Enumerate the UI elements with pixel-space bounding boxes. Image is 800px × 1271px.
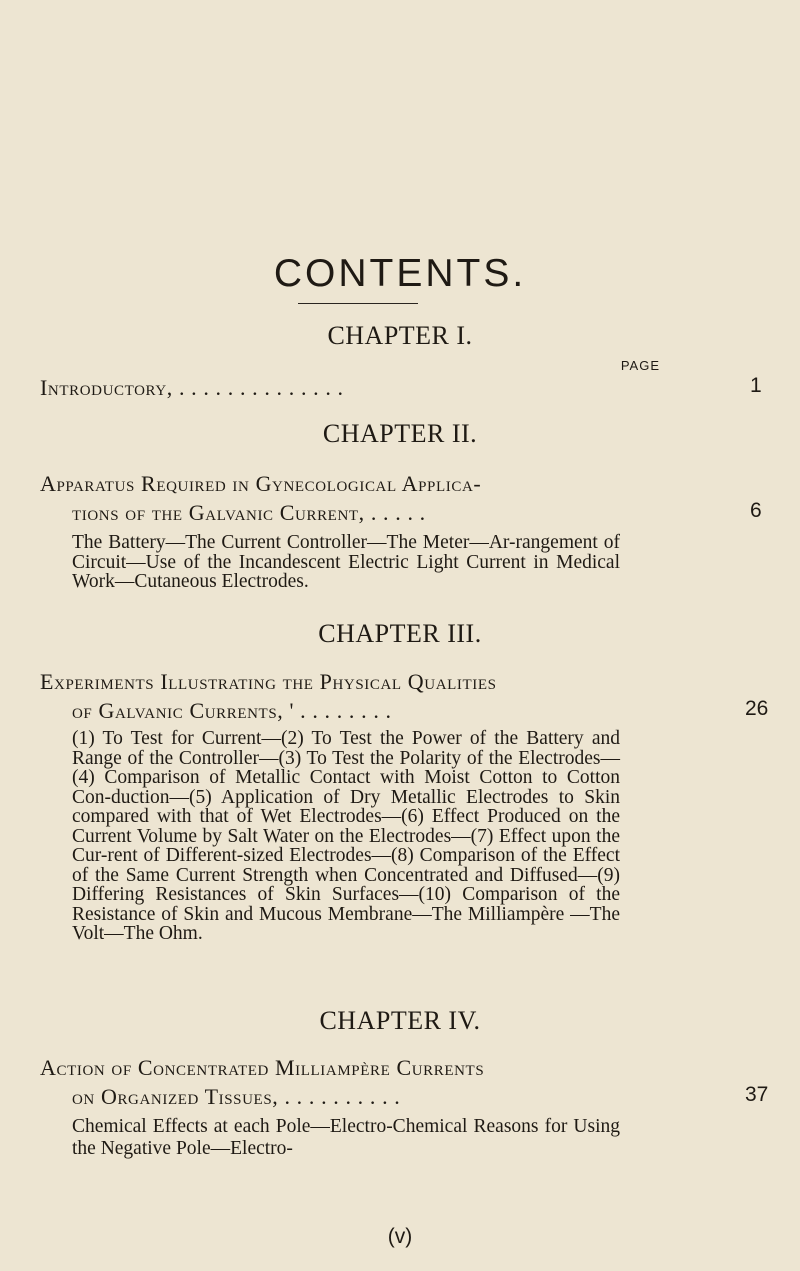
contents-title: CONTENTS. <box>273 252 527 295</box>
chapter-3-description: (1) To Test for Current—(2) To Test the Power of the Battery and Range of the Controller—(3) To Test the Polarity of the Electrodes—(4) Comparison of Metallic Contact with Moist Cotton to Cotton Con-duction—(5) Application of Dry Metallic Electrodes to Skin compared with that of Wet Electrodes—(6) Effect Produced on the Current Volume by Salt Water on the Electrodes—(7) Effect upon the Cur-rent of Different-sized Electrodes—(8) Comparison of the Effect of the Same Current Strength when Concentrated and Diffused—(9) Differing Resistances of Skin Surfaces—(10) Comparison of the Resistance of Skin and Mucous Membrane—The Milliampère —The Volt—The Ohm. <box>72 728 620 944</box>
chapter-3-title-line-1: Experiments Illustrating the Physical Qualities <box>40 669 497 694</box>
page-folio: (v) <box>387 1225 413 1248</box>
chapter-1-page-number: 1 <box>750 374 762 397</box>
chapter-2-page-number: 6 <box>750 499 762 522</box>
chapter-4-page-number: 37 <box>745 1083 769 1106</box>
chapter-4-title-line-2: on Organized Tissues, . . . . . . . . . . <box>72 1084 401 1109</box>
chapter-1-title <box>40 373 720 402</box>
chapter-3-page-number: 26 <box>745 697 769 720</box>
page-column-label: PAGE <box>620 358 660 373</box>
chapter-1-title-line-1: Introductory, . . . . . . . . . . . . . . <box>40 375 344 400</box>
chapter-1-heading: CHAPTER I. <box>327 321 473 350</box>
title-rule <box>298 303 418 304</box>
chapter-2-description: The Battery—The Current Controller—The Meter—Ar-rangement of Circuit—Use of the Incandescent Electric Light Current in Medical Work—Cutaneous Electrodes. <box>72 532 620 592</box>
chapter-2-title <box>40 469 720 527</box>
chapter-4-description: Chemical Effects at each Pole—Electro-Chemical Reasons for Using the Negative Pole—Electro- <box>72 1116 620 1159</box>
chapter-4-title <box>40 1053 720 1111</box>
chapter-3-heading: CHAPTER III. <box>318 619 482 648</box>
chapter-2-title-line-2: tions of the Galvanic Current, . . . . . <box>72 500 426 525</box>
chapter-3-title <box>40 667 720 725</box>
chapter-3-title-line-2: of Galvanic Currents, ' . . . . . . . . <box>72 698 392 723</box>
chapter-2-heading: CHAPTER II. <box>322 419 478 448</box>
chapter-4-heading: CHAPTER IV. <box>319 1006 481 1035</box>
chapter-4-title-line-1: Action of Concentrated Milliampère Currents <box>40 1055 485 1080</box>
chapter-2-title-line-1: Apparatus Required in Gynecological Applica- <box>40 471 482 496</box>
